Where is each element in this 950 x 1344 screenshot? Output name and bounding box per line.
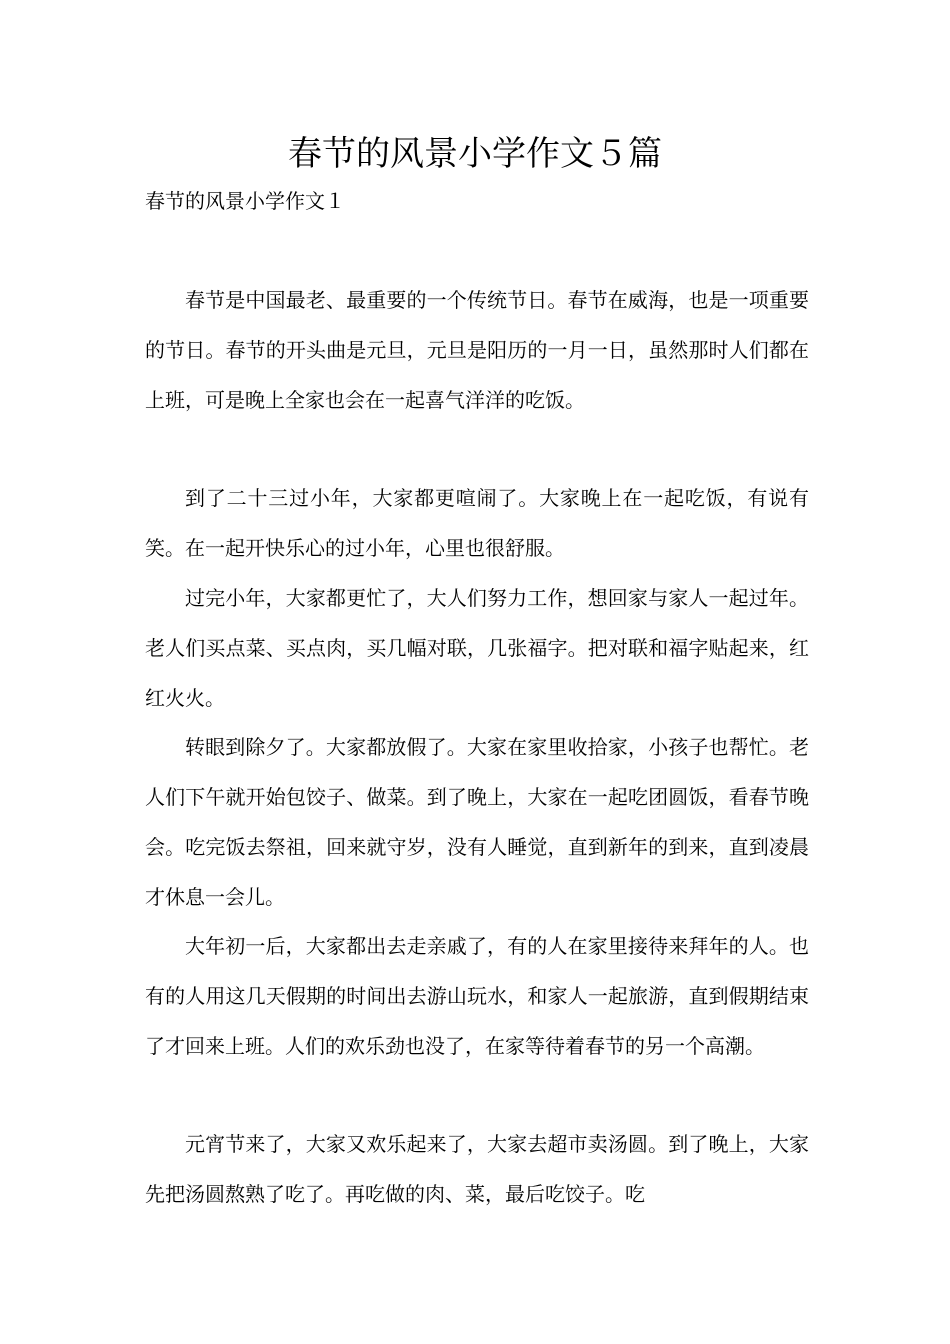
- paragraph-1: 春节是中国最老、最重要的一个传统节日。春节在威海，也是一项重要的节日。春节的开头曲是元旦，元旦是阳历的一月一日，虽然那时人们都在上班，可是晚上全家也会在一起喜气洋洋的吃饭。: [145, 288, 809, 412]
- paragraph-3: 过完小年，大家都更忙了，大人们努力工作，想回家与家人一起过年。老人们买点菜、买点肉，买几幅对联，几张福字。把对联和福字贴起来，红红火火。: [145, 586, 809, 710]
- paragraph-2: 到了二十三过小年，大家都更喧闹了。大家晚上在一起吃饭，有说有笑。在一起开快乐心的过小年，心里也很舒服。: [145, 486, 809, 560]
- paragraph-6: 元宵节来了，大家又欢乐起来了，大家去超市卖汤圆。到了晚上，大家先把汤圆熬熟了吃了。再吃做的肉、菜，最后吃饺子。吃: [145, 1132, 809, 1206]
- document-title: 春节的风景小学作文５篇: [288, 134, 662, 174]
- paragraph-5: 大年初一后，大家都出去走亲戚了，有的人在家里接待来拜年的人。也有的人用这几天假期的时间出去游山玩水，和家人一起旅游，直到假期结束了才回来上班。人们的欢乐劲也没了，在家等待着春节的另一个高潮。: [145, 934, 809, 1058]
- essay-subtitle: 春节的风景小学作文１: [145, 189, 345, 213]
- paragraph-4: 转眼到除夕了。大家都放假了。大家在家里收拾家，小孩子也帮忙。老人们下午就开始包饺子、做菜。到了晚上，大家在一起吃团圆饭，看春节晚会。吃完饭去祭祖，回来就守岁，没有人睡觉，直到新年的到来，直到凌晨才休息一会儿。: [145, 735, 809, 909]
